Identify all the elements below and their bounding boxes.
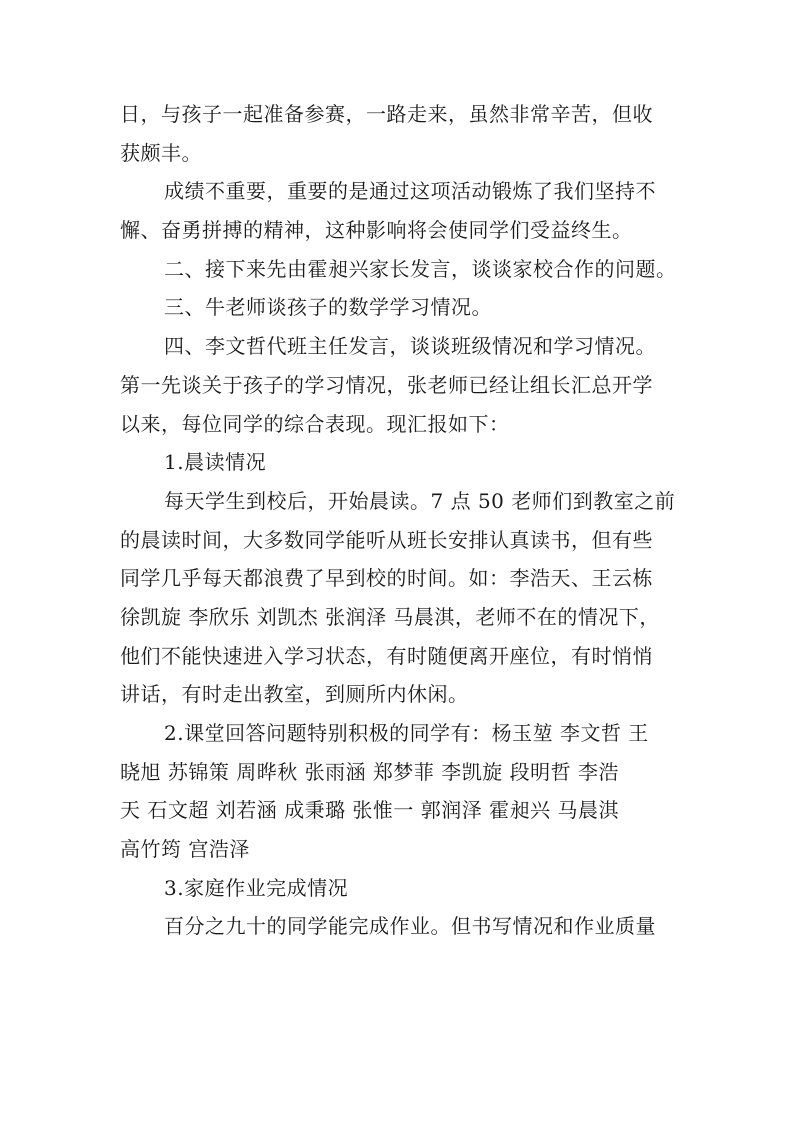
text-line: 的晨读时间，大多数同学能听从班长安排认真读书，但有些	[120, 527, 653, 552]
subheading-class-answers: 2.课堂回答问题特别积极的同学有：杨玉堃 李文哲 王	[164, 721, 649, 745]
paragraph-line: 成绩不重要，重要的是通过这项活动锻炼了我们坚持不	[164, 179, 656, 204]
subheading-morning-reading: 1.晨读情况	[164, 450, 267, 475]
subheading-homework: 3.家庭作业完成情况	[164, 875, 349, 900]
paragraph-line: 每天学生到校后，开始晨读。7 点 50 老师们到教室之前	[164, 488, 676, 513]
text-line: 懈、奋勇拼搏的精神，这种影响将会使同学们受益终生。	[120, 218, 633, 243]
section-heading-2: 二、接下来先由霍昶兴家长发言，谈谈家校合作的问题。	[164, 256, 677, 281]
text-line: 高竹筠 宫浩泽	[120, 837, 250, 862]
section-heading-3: 三、牛老师谈孩子的数学学习情况。	[164, 295, 492, 320]
text-line: 日，与孩子一起准备参赛，一路走来，虽然非常辛苦，但收	[120, 102, 653, 126]
text-line: 讲话，有时走出教室，到厕所内休闲。	[120, 682, 469, 707]
text-line: 以来，每位同学的综合表现。现汇报如下：	[120, 411, 510, 436]
text-line: 徐凯旋 李欣乐 刘凯杰 张润泽 马晨淇，老师不在的情况下，	[120, 604, 660, 629]
text-line: 第一先谈关于孩子的学习情况，张老师已经让组长汇总开学	[120, 372, 653, 397]
text-line: 晓旭 苏锦策 周晔秋 张雨涵 郑梦菲 李凯旋 段明哲 李浩	[120, 759, 620, 784]
document-body	[120, 95, 680, 946]
paragraph-line: 百分之九十的同学能完成作业。但书写情况和作业质量	[164, 914, 656, 939]
text-line: 获颇丰。	[120, 140, 202, 165]
section-heading-4: 四、李文哲代班主任发言，谈谈班级情况和学习情况。	[164, 334, 656, 359]
text-line: 天 石文超 刘若涵 成秉璐 张惟一 郭润泽 霍昶兴 马晨淇	[120, 798, 620, 823]
text-line: 他们不能快速进入学习状态，有时随便离开座位，有时悄悄	[120, 643, 653, 668]
text-line: 同学几乎每天都浪费了早到校的时间。如：李浩天、王云栋	[120, 566, 653, 591]
